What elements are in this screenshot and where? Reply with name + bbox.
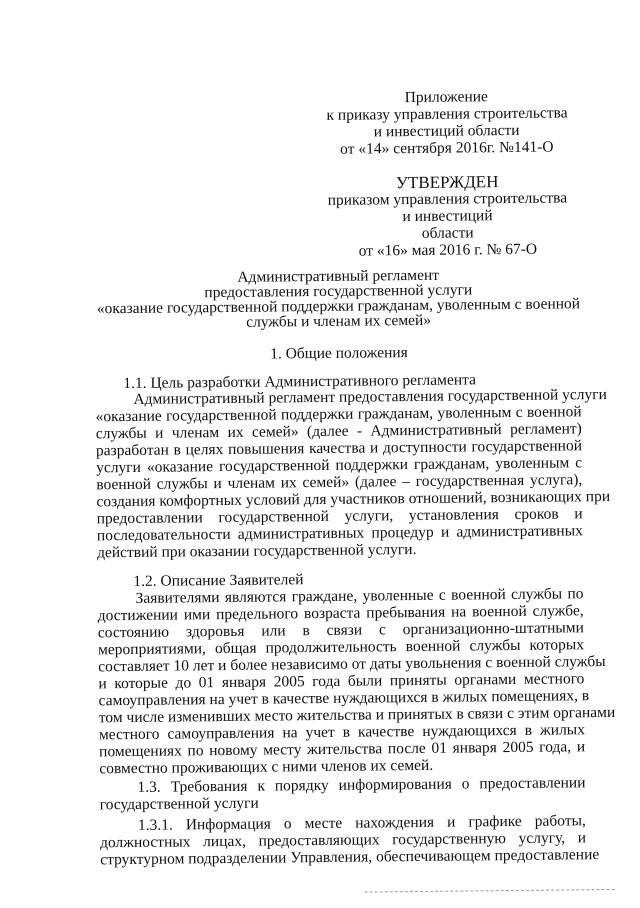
paragraph-line: состоянию здоровья или в связи с организационно-штатными [97, 619, 584, 642]
subsection-1-3-heading: 1.3. Требования к порядку информирования о предоставлении [137, 774, 586, 796]
paragraph-line: помещениях по новому месту жительства после 01 января 2005 года, и [99, 738, 586, 761]
subsection-1-3-heading-cont: государственной услуги [99, 794, 259, 814]
paragraph-line: мероприятиями, общая продолжительность военной службы которых [97, 636, 585, 659]
paragraph-line: создания комфортных условий для участников отношений, возникающих при [96, 487, 611, 511]
approved-by: приказом управления строительства [327, 189, 568, 209]
paragraph-line: 1.3.1. Информация о месте нахождения и графике работы, [137, 812, 586, 834]
paragraph-line: Административный регламент предоставления государственной услуги [133, 385, 607, 408]
paragraph-line: достижении ими предельного возраста пребывания на военной службе, [97, 602, 584, 625]
title-line-2: предоставления государственной услуги [204, 281, 473, 302]
approved-heading: УТВЕРЖДЕН [395, 172, 499, 193]
paragraph-line: военной службы и членам их семей» (далее – государственная услуга), [96, 471, 583, 494]
paragraph-line: услуги «оказание государственной поддержки гражданам, уволенным с [96, 454, 583, 477]
approved-date: от «16» мая 2016 г. № 67-О [358, 240, 538, 260]
paragraph-line: последовательности административных процедур и административных [96, 522, 583, 545]
paragraph-line: предоставлении государственной услуги, установления сроков и [96, 505, 583, 528]
paragraph-line: составляет 10 лет и более независимо от даты увольнения с военной службы [98, 653, 606, 676]
appendix-label: Приложение [404, 88, 488, 107]
order-reference: к приказу управления строительства [326, 104, 568, 124]
paragraph-line: разработан в целях повышения качества и доступности государственной [95, 437, 583, 460]
page-bottom-rule [365, 889, 615, 893]
paragraph-line: совместно проживающих с ними членов их семей. [99, 756, 434, 778]
subsection-1-1-heading: 1.1. Цель разработки Административного регламента [123, 371, 477, 393]
section-heading: 1. Общие положения [270, 344, 408, 363]
paragraph-line: и которые до 01 января 2005 года были приняты органами местного [98, 670, 585, 693]
paragraph-line: местного самоуправления на учет в качестве нуждающихся в жилых [98, 721, 586, 744]
paragraph-line: самоуправления на учет в качестве нуждающихся в жилых помещениях, в [98, 687, 590, 710]
order-reference-2: и инвестиций области [373, 121, 520, 141]
paragraph-line: действий при оказании государственной услуги. [96, 540, 417, 562]
title-line-4: службы и членам их семей» [246, 311, 432, 331]
title-line-3: «оказание государственной поддержки гражданам, уволенным с военной [96, 295, 581, 318]
approved-by-2: и инвестиций [402, 207, 493, 226]
paragraph-line: службы и членам их семей» (далее - Административный регламент) [95, 420, 582, 443]
paragraph-line: Заявителями являются граждане, уволенные с военной службы по [135, 585, 584, 607]
order-date: от «14» сентября 2016г. №141-О [340, 138, 554, 158]
paragraph-line: «оказание государственной поддержки гражданам, уволенным с военной [95, 403, 582, 426]
subsection-1-2-heading: 1.2. Описание Заявителей [133, 571, 304, 590]
paragraph-line: структурном подразделении Управления, обеспечивающем предоставление [100, 846, 600, 869]
paragraph-line: том числе изменивших место жительства и принятых в связи с этим органами [98, 703, 616, 727]
title-line-1: Административный регламент [237, 266, 440, 286]
paragraph-line: должностных лицах, предоставляющих государственную услугу, и [99, 829, 587, 852]
approved-by-3: области [421, 224, 474, 242]
